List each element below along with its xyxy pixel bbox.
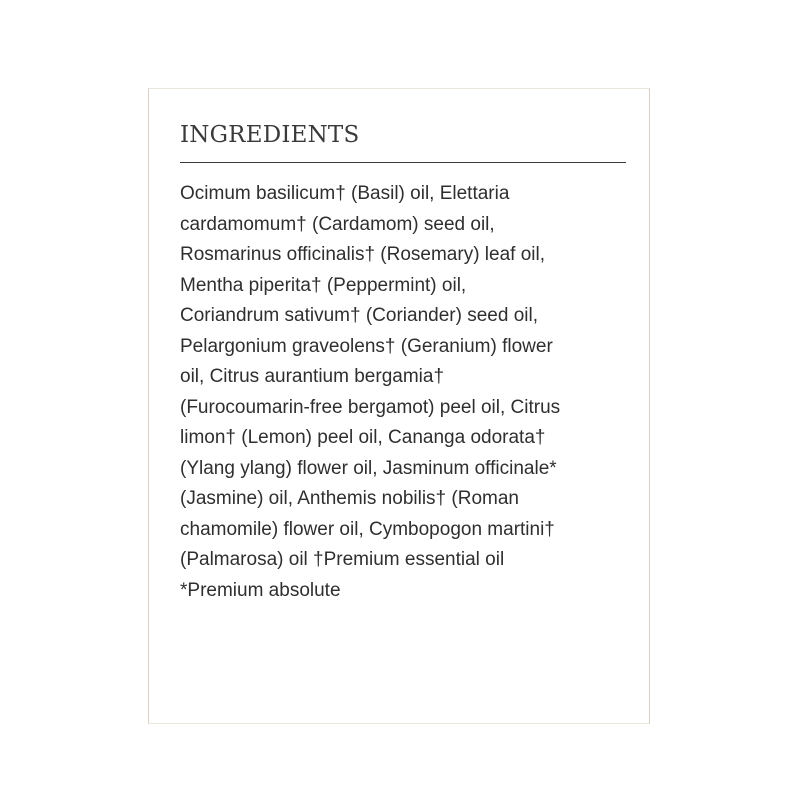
ingredients-line: (Ylang ylang) flower oil, Jasminum officinale* bbox=[180, 457, 557, 479]
ingredients-heading: INGREDIENTS bbox=[180, 122, 360, 148]
ingredients-line: Ocimum basilicum† (Basil) oil, Elettaria bbox=[180, 183, 510, 204]
ingredients-line: oil, Citrus aurantium bergamia† bbox=[180, 366, 445, 387]
ingredients-line: (Palmarosa) oil †Premium essential oil bbox=[180, 549, 505, 570]
ingredients-panel bbox=[148, 88, 650, 724]
ingredients-line: *Premium absolute bbox=[180, 579, 341, 601]
ingredients-line: cardamomum† (Cardamom) seed oil, bbox=[180, 213, 495, 235]
ingredients-line: limon† (Lemon) peel oil, Cananga odorata† bbox=[180, 427, 546, 448]
heading-divider bbox=[180, 162, 626, 163]
ingredients-line: (Furocoumarin-free bergamot) peel oil, Citrus bbox=[180, 396, 561, 418]
ingredients-line: Coriandrum sativum† (Coriander) seed oil, bbox=[180, 305, 538, 326]
ingredients-line: Mentha piperita† (Peppermint) oil, bbox=[180, 274, 467, 296]
ingredients-list bbox=[180, 179, 632, 606]
ingredients-line: Rosmarinus officinalis† (Rosemary) leaf oil, bbox=[180, 244, 545, 265]
ingredients-line: (Jasmine) oil, Anthemis nobilis† (Roman bbox=[180, 488, 519, 509]
ingredients-line: Pelargonium graveolens† (Geranium) flower bbox=[180, 335, 553, 357]
ingredients-line: chamomile) flower oil, Cymbopogon martini† bbox=[180, 518, 555, 540]
